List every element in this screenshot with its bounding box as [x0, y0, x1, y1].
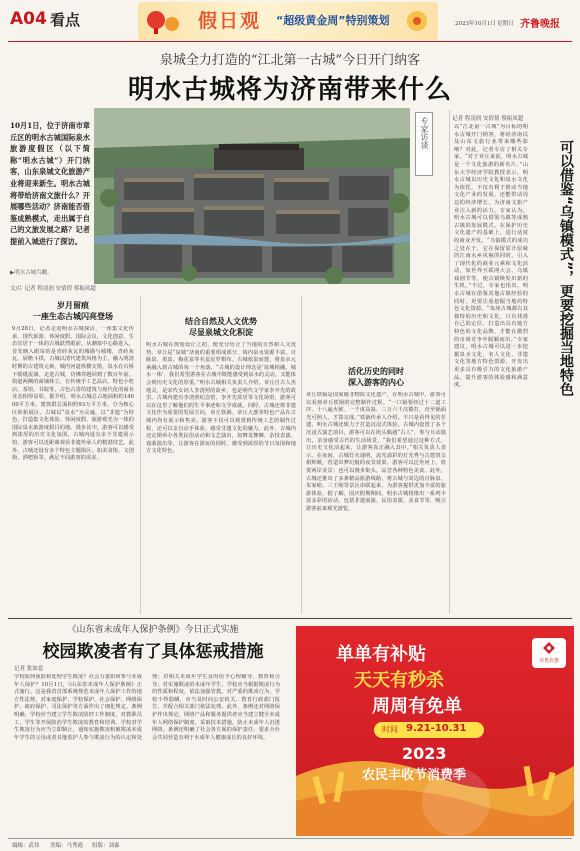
second-headline: 校园欺凌者有了具体惩戒措施 — [42, 642, 264, 662]
second-kicker: 《山东省未成年人保护条例》今日正式实施 — [67, 625, 239, 635]
advert-line3: 周周有免单 — [372, 696, 462, 717]
sub3-title-line2: 深入游客的内心 — [348, 377, 404, 387]
lead-kicker: 泉城全力打造的“江北第一古城”今日开门纳客 — [159, 53, 421, 68]
ancient-city-aerial-image — [94, 108, 410, 284]
page-header — [0, 0, 580, 46]
footer-proofreader: 组版：刘森 — [92, 843, 120, 849]
advert-event-name: 农民丰收节消费季 — [362, 768, 467, 783]
lead-photo — [94, 108, 410, 284]
lantern-decoration-icon — [144, 6, 184, 38]
paper-name: 齐鲁晚报 — [520, 19, 560, 30]
qilu-logo-icon — [541, 641, 557, 655]
second-body: 学校如何预防和处理学生欺凌？社会力量如何参与未成年人保护？10月1日，《山东省未成年人保护条例》正式施行。这是我省首部系统规范未成年人保护工作的地方性法规，对家庭保护、学校保护、社会保护、网络保护、政府保护、司法保护等方面作出了细化规定。条例明确，学校应当建立学生欺凌防控工作制度，对教职员工、学生等开展防治学生欺凌的教育和培训。学校对学生欺凌行为应当立即制止，通知实施欺凌和被欺凌未成年学生的父母或者其他监护人参与欺凌行为的认定和处理；对相关未成年学生及时给予心理辅导、教育和引导；对实施欺凌的未成年学生，学校应当根据欺凌行为的性质和程度，依法加强管教。对严重的欺凌行为，学校不得隐瞒，应当及时向公安机关、教育行政部门报告，并配合相关部门依法处理。此外，条例还对网络保护作出规定，网络产品和服务提供者应当建立健全未成年人网络保护制度，采取技术措施，防止未成年人沉迷网络。条例还明确了社会各方面的保护责任，要求全社会共同营造有利于未成年人健康成长的良好环境。 — [14, 674, 280, 741]
sidebar-headline: 可以借鉴“乌镇模式”，更要挖掘当地特色 — [558, 140, 574, 397]
column-divider-2 — [301, 296, 302, 614]
lead-headline: 明水古城将为济南带来什么 — [127, 75, 452, 105]
lead-byline: 文/片 记者 程凌润 安倩倩 蔡振凤超 — [10, 286, 96, 292]
advert-panel — [296, 626, 574, 836]
column-divider-3 — [449, 110, 450, 614]
sidebar-byline: 记者 程凌润 安倩倩 蔡振凤超 — [452, 116, 524, 122]
sub3-body: 章丘铁锅是国家级非物质文化遗产，在明水古城中，游客可以看到章丘铁锅的完整制作过程。“一口锅要经过十二道工序、十八遍火候、一千度高温、三万六千次锻打，直至锅面光可照人，才算完成。”铁锅传承人介绍。不只是看得见的非遗，明水古城还致力于打造沉浸式体验。古城内设置了多个沉浸式演艺项目，游客可以在街头偶遇“古人”，参与互动演出，亲身感受古代的生活场景。“我们希望通过这种方式，让历史文化活起来，让游客真正融入其中。”相关负责人表示。在夜间，古城灯火通明，流光溢彩的灯光秀与古建筑交相辉映，营造出梦幻般的夜景效果。游客可以泛舟河上，欣赏两岸美景；也可以漫步街头，品尝各种特色美食。此外，古城还推出了多条精品旅游线路，将古城与周边的百脉泉、朱家峪、三王峪等景区串联起来，为游客提供更加丰富的旅游体验。据了解，国庆假期期间，明水古城将推出一系列丰富多彩的活动，包括非遗展演、民俗表演、美食节等，吸引游客前来观光游览。 — [306, 392, 446, 512]
section-tag-label: 专家访谈 — [420, 117, 429, 149]
holiday-banner — [138, 2, 438, 40]
advert-brand-logo — [532, 638, 566, 668]
sub2-body-top — [146, 294, 296, 316]
column-divider-1 — [140, 296, 141, 614]
advert-line2: 天天有秒杀 — [354, 670, 444, 691]
advert-time-label: 时间 — [382, 725, 398, 734]
banner-subtitle: “超级黄金周”特别策划 — [276, 14, 390, 27]
sub2-title-line2: 尽显泉城文化积淀 — [189, 327, 253, 337]
sub1-title-line2: 一座生态古城闪亮登场 — [33, 311, 113, 321]
sub3-title-line1: 活化历史的同时 — [348, 366, 404, 376]
banner-title: 假日观 — [198, 10, 262, 32]
photo-caption: ▶明水古城鸟瞰。 — [10, 270, 53, 276]
advert-year: 2023 — [402, 744, 447, 763]
issue-date: 2023年10月1日 — [455, 21, 496, 27]
footer-designer: 美编：马秀霞 — [50, 843, 84, 849]
sub2-title — [146, 316, 296, 338]
issue-weekday: 星期日 — [497, 21, 514, 27]
advert-time-pill — [374, 722, 484, 738]
sub2-body: 明水古城在规划设计之初，便充分结合了当地的自然和人文优势。章丘是“泉城”济南的重要组成部分，境内泉水资源丰富，百脉泉、墨泉、梅花泉等名泉星罗棋布。古城依泉而建，将泉水元素融入到古城的每一个角落。“古城的设计理念是‘泉城相融、城水一体’，我们希望游客在古城中既能感受到泉水的灵动，又能体会到历史文化的厚重。”明水古城相关负责人介绍。章丘自古人杰地灵，是宋代女词人李清照的故乡，也是明代文学家李开先的故里。古城内建有李清照纪念馆、李开先故居等文化场馆，游客可以在这里了解他们的生平事迹和文学成就。同时，古城还将非遗文化作为重要的发展方向，章丘铁锅、章丘大葱等特色产品在古城内均有展示和售卖。游客不仅可以观赏到传统工艺的制作过程，还可以亲自动手体验，感受非遗文化的魅力。此外，古城内还定期举办各类民俗活动和文艺演出，如舞龙舞狮、杂技表演、戏曲演出等，让游客在游玩的同时，感受到浓厚的节日氛围和地方文化特色。 — [146, 342, 296, 455]
footer-rule — [8, 838, 572, 839]
sub1-title-line1: 岁月留痕 — [57, 300, 89, 310]
lead-intro: 10月1日，位于济南市章丘区的明水古城国际泉水旅游度假区（以下简称“明水古城”）开门纳客，山东泉城文化旅游产业将迎来新生。明水古城将带给济南文旅什么？开展哪些活动？济南能否借鉴成熟模式，走出属于自己的文旅发展之路？记者提前入城进行了探访。 — [10, 121, 90, 246]
sub3-title — [306, 366, 446, 388]
second-byline: 记者 张如意 — [14, 666, 44, 672]
advert-time-range: 9.21-10.31 — [406, 723, 467, 734]
section-tag — [415, 112, 433, 176]
sub1-body: 9月28日，记者走进明水古城探访，一座集文化传承、现代旅游、休闲度假、国际会议、文化创意、生态宜居于一体的古城跃然眼前。从潮泉中心路进入，首先映入眼帘的是青砖灰瓦的城墙与城楼，青砖灰瓦、屋檐斗拱，古城以清代建筑风格为主，融入明清时期的古建筑元素。城内河道纵横交错，泉水在石桥下缓缓流淌。走进古城，仿佛穿越回到了数百年前。街道两侧的商铺林立，有传统手工艺品店、特色小吃店、茶馆、书院等，古色古香的建筑与现代化的商业业态相得益彰。据介绍，明水古城总占地面积约14000平方米，建筑群总面积约93万平方米，分为核心区和拓展区。古城以“泉水”为灵魂，以“非遗”为特色，打造集文化体验、休闲度假、旅游观光为一体的国际泉水旅游度假目的地。漫步其中，游客可以感受到浓厚的历史文化氛围。古城内设有多个非遗展示馆，游客可以近距离观看非遗传承人的精湛技艺。此外，古城还设有多个特色主题街区，如美食街、文创街、酒吧街等，满足不同游客的需求。 — [12, 326, 134, 462]
sub2-title-line1: 结合自然及人文优势 — [185, 316, 257, 326]
flower-decoration-icon — [400, 6, 434, 36]
sidebar-body: 以“江北第一古城”为目标的明水古城开门纳客，将给济南以及山东文旅行业带来哪些影响？对此，记者专访了相关专家。“对于章丘来说，明水古城是一个文化旅游的新名片。”山东大学经济学院教授表示，明水古城以历史文化和泉水文化为依托，不仅有利于推动当地文化产业的发展，还能带动周边的经济增长，为济南文旅产业注入新的活力。专家认为，明水古城可以借鉴乌镇等成熟古镇的发展模式，在保护历史文化遗产的基础上，进行适度的商业开发。“乌镇模式的成功之处在于，它在保留原汁原味的江南水乡风貌的同时，引入了现代化的商业元素和文化活动，如世界互联网大会、乌镇戏剧节等，使古镇焕发出新的生机。”不过，专家也指出，明水古城在借鉴其他古镇经验的同时，更要注重挖掘当地的特色文化资源。“每座古城都有其独特的历史和文化，只有找准自己的定位，打造出具有地方特色的文化品牌，才能在激烈的市场竞争中脱颖而出。”专家建议，明水古城可以进一步挖掘泉水文化、名人文化、非遗文化等地方特色资源，开发出更多具有吸引力的文化旅游产品，提升游客的体验感和满意度。 — [454, 124, 528, 389]
section-rule — [8, 618, 572, 619]
page-code: A04 — [10, 9, 47, 29]
advert-line1: 单单有补贴 — [336, 644, 426, 665]
section-name: 看点 — [50, 11, 81, 29]
header-rule — [8, 41, 572, 42]
sub1-title — [12, 300, 134, 322]
advert-brand: 齐鲁农惠 — [538, 658, 559, 664]
footer-editor: 编辑：武伟 — [12, 843, 40, 849]
